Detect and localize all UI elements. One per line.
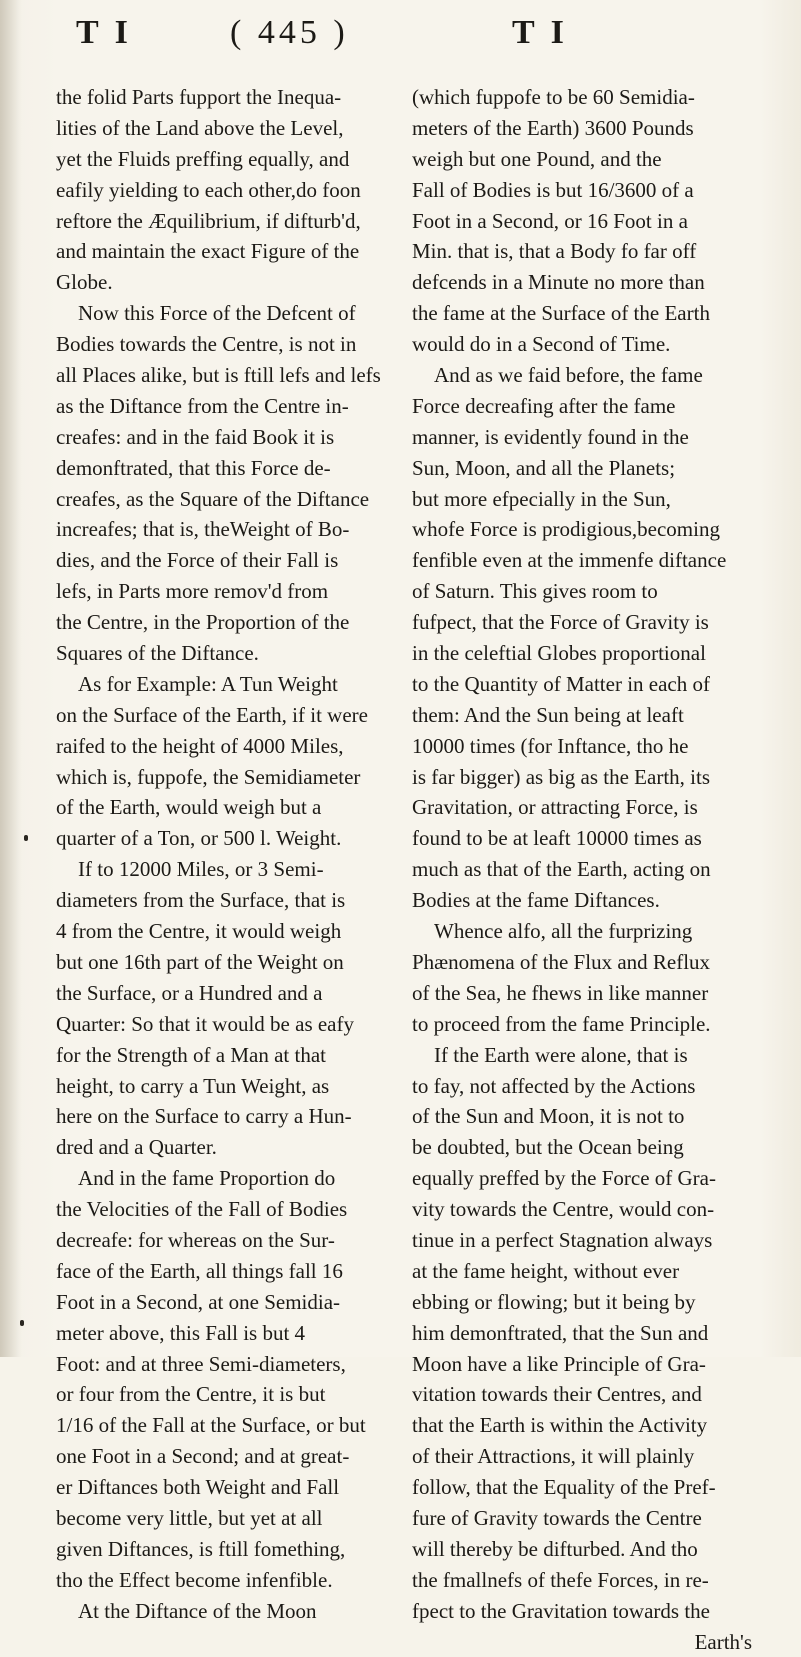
catchword: Earth's (694, 1629, 752, 1654)
text-line: raifed to the height of 4000 Miles, (56, 733, 344, 758)
header-left-title: T I (76, 14, 132, 51)
text-line: is far bigger) as big as the Earth, its (412, 764, 710, 789)
text-line: the fame at the Surface of the Earth (412, 301, 710, 326)
text-line: would do in a Second of Time. (412, 332, 671, 357)
text-line: but one 16th part of the Weight on (56, 949, 344, 974)
right-column (412, 82, 762, 1657)
text-line: 4 from the Centre, it would weigh (56, 919, 342, 944)
text-line: Gravitation, or attracting Force, is (412, 795, 698, 820)
text-line: quarter of a Ton, or 500 l. Weight. (56, 826, 342, 851)
text-line: And as we faid before, the fame (434, 363, 703, 388)
text-line: demonftrated, that this Force de- (56, 455, 331, 480)
text-line: of the Sun and Moon, it is not to (412, 1104, 685, 1129)
text-line: face of the Earth, all things fall 16 (56, 1258, 343, 1283)
text-line: that the Earth is within the Activity (412, 1413, 708, 1438)
text-line: (which fuppofe to be 60 Semidia- (412, 85, 695, 109)
text-line: defcends in a Minute no more than (412, 270, 705, 295)
running-header (0, 14, 801, 64)
text-line: If to 12000 Miles, or 3 Semi- (78, 857, 324, 882)
text-line: the Velocities of the Fall of Bodies (56, 1197, 348, 1222)
text-line: Quarter: So that it would be as eafy (56, 1011, 354, 1036)
text-line: decreafe: for whereas on the Sur- (56, 1227, 335, 1252)
text-line: vitation towards their Centres, and (412, 1382, 702, 1407)
text-line: fufpect, that the Force of Gravity is (412, 610, 709, 635)
text-line: Fall of Bodies is but 16/3600 of a (412, 177, 694, 202)
text-line: and maintain the exact Figure of the (56, 239, 360, 264)
text-line: or four from the Centre, it is but (56, 1382, 326, 1407)
text-line: the Centre, in the Proportion of the (56, 610, 350, 635)
text-line: Foot: and at three Semi-diameters, (56, 1351, 346, 1376)
text-line: fenfible even at the immenfe diftance (412, 548, 727, 573)
text-line: diameters from the Surface, that is (56, 888, 346, 913)
text-line: increafes; that is, theWeight of Bo- (56, 517, 350, 542)
header-right-title: T I (512, 14, 568, 51)
text-line: Foot in a Second, at one Semidia- (56, 1289, 341, 1314)
text-line: of Saturn. This gives room to (412, 579, 658, 604)
text-line: dies, and the Force of their Fall is (56, 548, 339, 573)
text-line: meter above, this Fall is but 4 (56, 1320, 306, 1345)
text-line: Now this Force of the Defcent of (78, 301, 356, 326)
text-line: the Surface, or a Hundred and a (56, 980, 323, 1005)
text-line: Moon have a like Principle of Gra- (412, 1351, 706, 1376)
text-line: which is, fuppofe, the Semidiameter (56, 764, 361, 789)
text-line: on the Surface of the Earth, if it were (56, 702, 368, 727)
gutter-shadow (0, 0, 22, 1357)
text-line: height, to carry a Tun Weight, as (56, 1073, 330, 1098)
text-line: And in the fame Proportion do (78, 1166, 336, 1191)
text-line: reftore the Æquilibrium, if difturb'd, (56, 208, 361, 233)
text-line: Force decreafing after the fame (412, 393, 676, 418)
text-line: the fmallnefs of thefe Forces, in re- (412, 1567, 709, 1592)
text-line: much as that of the Earth, acting on (412, 857, 711, 882)
text-line: tho the Effect become infenfible. (56, 1567, 333, 1592)
text-line: lities of the Land above the Level, (56, 115, 344, 140)
text-line: Globe. (56, 270, 113, 295)
page-number: ( 445 ) (230, 14, 349, 51)
text-line: fure of Gravity towards the Centre (412, 1505, 702, 1530)
text-line: 10000 times (for Inftance, tho he (412, 733, 689, 758)
text-line: found to be at leaft 10000 times as (412, 826, 702, 851)
text-line: to proceed from the fame Principle. (412, 1011, 711, 1036)
text-line: Squares of the Diftance. (56, 641, 259, 666)
text-line: er Diftances both Weight and Fall (56, 1475, 340, 1500)
text-line: to the Quantity of Matter in each of (412, 671, 710, 696)
text-line: As for Example: A Tun Weight (78, 671, 338, 696)
text-line: dred and a Quarter. (56, 1135, 217, 1160)
text-line: him demonftrated, that the Sun and (412, 1320, 709, 1345)
text-line: whofe Force is prodigious,becoming (412, 517, 720, 542)
text-line: Sun, Moon, and all the Planets; (412, 455, 676, 480)
text-line: lefs, in Parts more remov'd from (56, 579, 329, 604)
text-line: At the Diftance of the Moon (78, 1598, 317, 1623)
text-line: as the Diftance from the Centre in- (56, 393, 349, 418)
text-line: weigh but one Pound, and the (412, 146, 662, 171)
ink-speck (24, 835, 28, 841)
text-line: will thereby be difturbed. And tho (412, 1536, 698, 1561)
text-line: Bodies towards the Centre, is not in (56, 332, 357, 357)
text-line: follow, that the Equality of the Pref- (412, 1475, 716, 1500)
text-line: them: And the Sun being at leaft (412, 702, 684, 727)
text-line: fpect to the Gravitation towards the (412, 1598, 710, 1623)
text-line: to fay, not affected by the Actions (412, 1073, 696, 1098)
text-line: become very little, but yet at all (56, 1505, 323, 1530)
text-line: equally preffed by the Force of Gra- (412, 1166, 716, 1191)
left-column (56, 82, 396, 1627)
ink-speck (20, 1320, 24, 1326)
text-line: the folid Parts fupport the Inequa- (56, 85, 342, 109)
text-line: eafily yielding to each other,do foon (56, 177, 361, 202)
text-line: Min. that is, that a Body fo far off (412, 239, 697, 264)
text-line: here on the Surface to carry a Hun- (56, 1104, 352, 1129)
text-line: If the Earth were alone, that is (434, 1042, 688, 1067)
text-line: in the celeftial Globes proportional (412, 641, 706, 666)
text-line: all Places alike, but is ftill lefs and lefs (56, 363, 381, 388)
text-line: given Diftances, is ftill fomething, (56, 1536, 346, 1561)
text-line: 1/16 of the Fall at the Surface, or but (56, 1413, 366, 1438)
text-line: for the Strength of a Man at that (56, 1042, 327, 1067)
text-line: of the Sea, he fhews in like manner (412, 980, 709, 1005)
text-line: but more efpecially in the Sun, (412, 486, 671, 511)
text-line: meters of the Earth) 3600 Pounds (412, 115, 694, 140)
text-line: manner, is evidently found in the (412, 424, 689, 449)
text-line: Foot in a Second, or 16 Foot in a (412, 208, 688, 233)
text-line: Whence alfo, all the furprizing (434, 919, 693, 944)
text-line: of their Attractions, it will plainly (412, 1444, 695, 1469)
text-line: Phænomena of the Flux and Reflux (412, 949, 711, 974)
text-line: of the Earth, would weigh but a (56, 795, 322, 820)
text-line: vity towards the Centre, would con- (412, 1197, 715, 1222)
text-line: creafes, as the Square of the Diftance (56, 486, 370, 511)
text-line: creafes: and in the faid Book it is (56, 424, 335, 449)
text-line: yet the Fluids preffing equally, and (56, 146, 350, 171)
text-line: ebbing or flowing; but it being by (412, 1289, 696, 1314)
text-line: at the fame height, without ever (412, 1258, 680, 1283)
text-line: one Foot in a Second; and at great- (56, 1444, 350, 1469)
text-line: Bodies at the fame Diftances. (412, 888, 660, 913)
text-line: tinue in a perfect Stagnation always (412, 1227, 713, 1252)
text-line: be doubted, but the Ocean being (412, 1135, 684, 1160)
